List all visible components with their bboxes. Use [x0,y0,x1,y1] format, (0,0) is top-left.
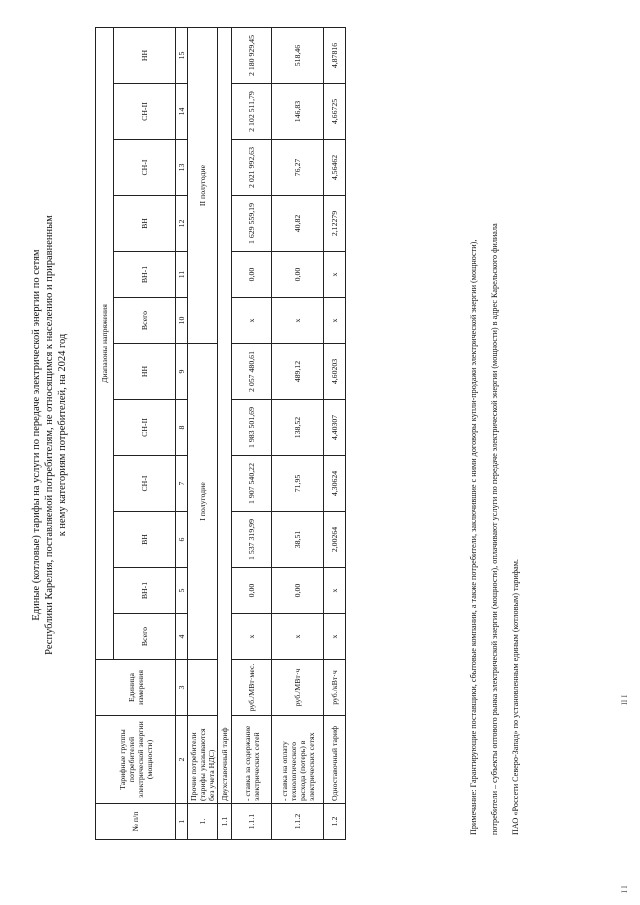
header-col: СН-II [114,84,176,140]
col-number: 4 [176,614,188,660]
header-col: НН [114,28,176,84]
cell-value: 71,95 [272,456,324,512]
col-number: 1 [176,804,188,840]
cell-value: 4,60203 [324,344,346,400]
cell-value: 489,12 [272,344,324,400]
table-row [218,28,232,840]
cell-value: 1 907 540,22 [232,456,272,512]
cell-value: 4,56462 [324,140,346,196]
table-row [324,28,346,840]
row-label: - ставка на оплату технологического расхода (потерь) в электрических сетях [272,716,324,804]
header-voltage: Диапазоны напряжения [96,28,114,660]
cell-value: x [324,568,346,614]
col-number: 9 [176,344,188,400]
cell-value: 2 102 511,79 [232,84,272,140]
col-number: 11 [176,252,188,298]
cell-value: 76,27 [272,140,324,196]
header-col: ВН-1 [114,568,176,614]
tariff-table [95,27,346,840]
row-num: 1.1 [218,804,232,840]
header-col: СН-II [114,400,176,456]
cell-value: 518,46 [272,28,324,84]
header-col: СН-I [114,140,176,196]
cell-value: 146,83 [272,84,324,140]
row-label: Одноставочный тариф [324,716,346,804]
col-number: 10 [176,298,188,344]
header-col: ВН [114,196,176,252]
cell-value: 4,66725 [324,84,346,140]
cell-value: 2,00264 [324,512,346,568]
cell-value: 40,82 [272,196,324,252]
col-number: 8 [176,400,188,456]
row-num: 1.1.1 [232,804,272,840]
row-label: - ставка за содержание электрических сетей [232,716,272,804]
col-number: 13 [176,140,188,196]
cell-value: 4,30624 [324,456,346,512]
cell-value: 4,87816 [324,28,346,84]
table-row [272,28,324,840]
row-unit: руб./МВт·ч [272,660,324,716]
cell-value: x [272,298,324,344]
cell-value: x [232,614,272,660]
header-col: СН-I [114,456,176,512]
title-line-3: к нему категориям потребителей, на 2024 год [57,333,68,537]
cell-value: 1 983 501,69 [232,400,272,456]
note-paragraph-3: ПАО «Россети Северо-Запад» по установленным единым (котловым) тарифам. [511,559,520,835]
cell-value: 0,00 [272,252,324,298]
cell-value: x [272,614,324,660]
cell-value: 2 057 480,61 [232,344,272,400]
cell-value: x [324,252,346,298]
col-number: 15 [176,28,188,84]
row-label: Прочие потребители (тарифы указываются без учета НДС) [188,716,218,804]
table-row [232,28,272,840]
header-num: № п/п [96,804,176,840]
note-paragraph-2: потребители – субъекты оптового рынка электрической энергии (мощности), оплачивают услуги по передаче электрической энергии (мощности) в адрес Карельского филиала [490,223,499,835]
col-number: 6 [176,512,188,568]
col-number: 5 [176,568,188,614]
col-number: 14 [176,84,188,140]
cell-value: 2,12279 [324,196,346,252]
header-col: ВН-1 [114,252,176,298]
cell-value: x [324,298,346,344]
note-paragraph-1: Примечание: Гарантирующие поставщики, сбытовые компании, а также потребители, заключившие с ними договоры купли-продажи электрической энергии (мощности), [469,239,478,835]
table-row [188,28,218,840]
cell-value: 0,00 [232,568,272,614]
row-num: 1. [188,804,218,840]
cell-value: 0,00 [232,252,272,298]
cell-value: 0,00 [272,568,324,614]
row-num: 1.1.2 [272,804,324,840]
cell-value: 1 629 559,19 [232,196,272,252]
cell-value: 38,51 [272,512,324,568]
header-col: ВН [114,512,176,568]
header-group: Тарифные группы потребителей электрической энергии (мощности) [96,716,176,804]
cell-value: 138,52 [272,400,324,456]
header-col: Всего [114,298,176,344]
header-unit: Единица измерения [96,660,176,716]
col-number: 7 [176,456,188,512]
half-1-label: I полугодие [188,344,218,660]
title-line-2: Республики Карелия, поставляемой потребителям, не относящимся к населению и приравненным [44,215,55,655]
half-2-label: II полугодие [188,28,218,344]
col-number: 2 [176,716,188,804]
header-col: НН [114,344,176,400]
cell-value: 2 021 992,63 [232,140,272,196]
cell-value: x [324,614,346,660]
row-unit: руб./МВт·мес. [232,660,272,716]
cell-value: 4,40307 [324,400,346,456]
cell-value: x [232,298,272,344]
header-col: Всего [114,614,176,660]
row-unit [188,660,218,716]
row-label: Двухставочный тариф [218,28,232,804]
cell-value: 1 537 319,99 [232,512,272,568]
col-number: 3 [176,660,188,716]
col-number: 12 [176,196,188,252]
cell-value: 2 180 929,45 [232,28,272,84]
scan-mark-right: II I [620,695,629,705]
row-num: 1.2 [324,804,346,840]
title-line-1: Единые (котловые) тарифы на услуги по передаче электрической энергии по сетям [31,249,42,621]
scan-mark-left: I I [620,885,629,893]
row-unit: руб./кВт·ч [324,660,346,716]
